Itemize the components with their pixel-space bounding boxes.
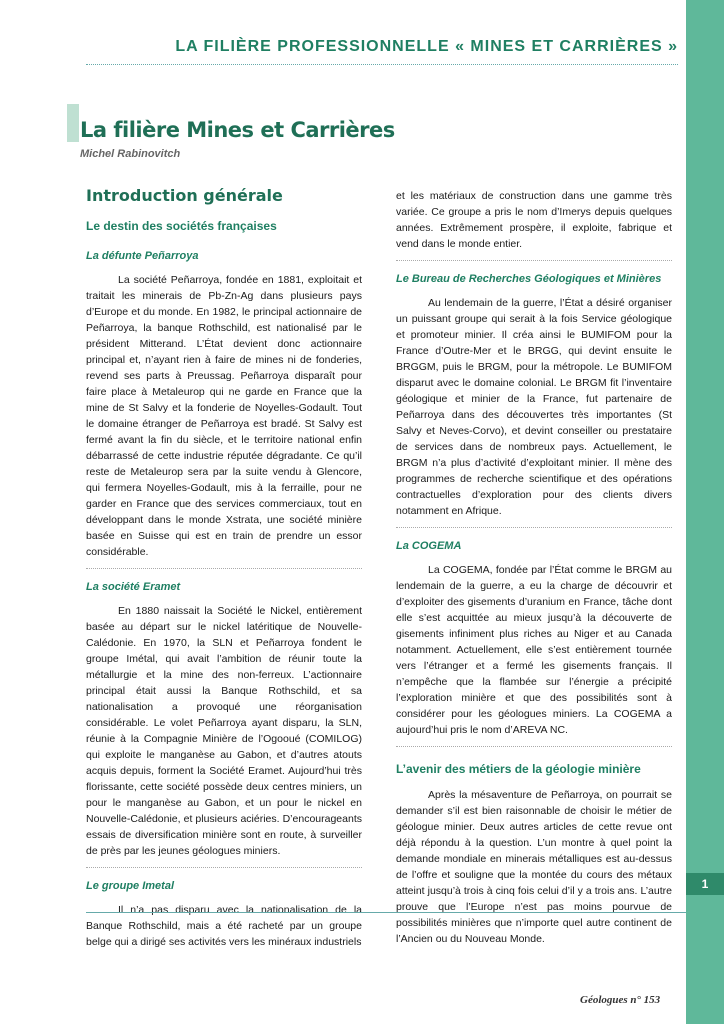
section-header: LA FILIÈRE PROFESSIONNELLE « MINES ET CARRIÈRES » <box>175 38 678 55</box>
author-name: Michel Rabinovitch <box>80 148 181 160</box>
section-divider <box>396 260 672 261</box>
section-divider <box>86 867 362 868</box>
section-text-avenir: Après la mésaventure de Peñarroya, on pourrait se demander s’il est bien raisonnable de choisir le métier de géologue minier. Deux autres articles de cette revue ont déjà répondu à la question. L’un montre à quel point la demande mondiale en minerais métalliques est au-dessus de l’offre et souligne que la montée du cours des métaux atteint jusqu’à trois à cinq fois celui d’il y a trois ans. L’autre prouve que l’Europe n’est pas moins pourvue de possibilités minières que n’importe quel autre continent de l’Ancien ou du Nouveau Monde. <box>396 789 672 945</box>
section-text-cogema: La COGEMA, fondée par l’État comme le BRGM au lendemain de la guerre, a eu la charge de découvrir et d’exploiter des gisements d’uranium en France, tâche dont elle s’est acquittée au mieux jusqu’à la découverte de gisements infiniment plus riches au Niger et au Canada notamment. Actuellement, elle s’est entièrement tournée vers l’étranger et a fermé les gisements français. Il n’empêche que la flambée sur l’énergie a précipité l’exploration minière et que des possibilités sont à considérer pour les géologues miniers. La COGEMA a aujourd’hui pris le nom d’AREVA NC. <box>396 564 672 736</box>
section-text-imetal: Il n’a pas disparu avec la nationalisation de la Banque Rothschild, mais a été racheté par un groupe belge qui a dirigé ses activités vers les minéraux industriels <box>86 904 362 948</box>
section-title-penarroya: La défunte Peñarroya <box>86 250 199 262</box>
section-divider <box>396 746 672 747</box>
right-column <box>396 188 672 947</box>
page-number: 1 <box>686 873 724 895</box>
intro-heading: Introduction générale <box>86 186 283 205</box>
section-text-penarroya: La société Peñarroya, fondée en 1881, exploitait et traitait les minerais de Pb-Zn-Ag dans plusieurs pays d’Europe et du monde. En 1982, le principal actionnaire de Peñarroya, la banque Rothschild, est nationalisé par le président Mitterand. L’État devient donc actionnaire principal et, n’ayant rien à faire de mines ni de fonderies, revend ses parts à Preussag. Peñarroya disparaît pour faire place à Metaleurop qui ne garde en France que la mine de St Salvy et la fonderie de Noyelles-Godault. Tout le domaine étranger de Peñarroya est bradé. St Salvy est fermé avant la fin du siècle, et le territoire national enfin débarrassé de cette industrie réputée dégradante. Ce qu’il reste de Metaleurop sera par la suite vendu à Glencore, qui fermera Noyelles-Godault, mis à la ferraille, pour ne garder en France que des services commerciaux, tout en développant dans le monde Xstrata, une société minière basée en Suisse qui est en train de prendre un essor considérable. <box>86 274 362 558</box>
article-title: La filière Mines et Carrières <box>80 118 395 142</box>
footer-divider <box>86 912 686 913</box>
section-title-imetal: Le groupe Imetal <box>86 880 175 892</box>
side-band <box>686 0 724 1024</box>
section-title-avenir: L’avenir des métiers de la géologie minière <box>396 762 641 776</box>
section-divider <box>396 527 672 528</box>
section-text-eramet: En 1880 naissait la Société le Nickel, entièrement basée au départ sur le nickel latéritique de Nouvelle-Calédonie. En 1970, la SLN et Peñarroya fondent le groupe Imétal, qui avait l’ambition de réunir toute la métallurgie et la mine des non-ferreux. L’actionnaire principal était aussi la Banque Rothschild, et sa nationalisation a provoqué une réorganisation considérable. Le volet Peñarroya ayant disparu, la SLN, réunie à la Compagnie Minière de l’Ogooué (COMILOG) qui exploite le manganèse au Gabon, et d’autres atouts acquis depuis, forment la Société Eramet. Aujourd’hui très florissante, cette société possède deux centres miniers, un pour le manganèse au Gabon, et un pour le nickel en Nouvelle-Calédonie, et plusieurs aciéries. D’encourageants essais de diversification minière sont en route, à surveiller de près par les jeunes géologues miniers. <box>86 605 362 857</box>
section-title-brgm: Le Bureau de Recherches Géologiques et Minières <box>396 273 662 285</box>
destin-subheading: Le destin des sociétés françaises <box>86 219 277 233</box>
journal-footer: Géologues n° 153 <box>580 994 661 1006</box>
section-divider <box>86 568 362 569</box>
left-column <box>86 188 362 950</box>
title-accent-block <box>67 104 79 142</box>
section-text-brgm: Au lendemain de la guerre, l’État a désiré organiser un puissant groupe qui serait à la fois Service géologique et promoteur minier. Il créa ainsi le BUMIFOM pour la France d’Outre-Mer et le BRGG, qui devint ensuite le BRGGM, puis le BRGM, pour la métropole. Le BUMIFOM disparut avec le domaine colonial. Le BRGM fit l’inventaire géologique et minier de la France, fut partenaire de Peñarroya dans des découvertes très importantes (St Salvy et Neves-Corvo), et devint conseiller ou prestataire de services dans de nombreux pays. Actuellement, le BRGM n’a plus d’activité d’exploitant minier. Il mène des programmes de recherche scientifique et des opérations contractuelles d’exploration pour des clients divers notamment en Afrique. <box>396 297 672 517</box>
section-title-eramet: La société Eramet <box>86 581 181 593</box>
section-title-cogema: La COGEMA <box>396 540 462 552</box>
header-divider <box>86 64 678 65</box>
continued-text: et les matériaux de construction dans une gamme très variée. Ce groupe a pris le nom d’Imerys depuis quelques années. Extrêmement prospère, il exploite, fabrique et vend dans le monde entier. <box>396 190 672 250</box>
